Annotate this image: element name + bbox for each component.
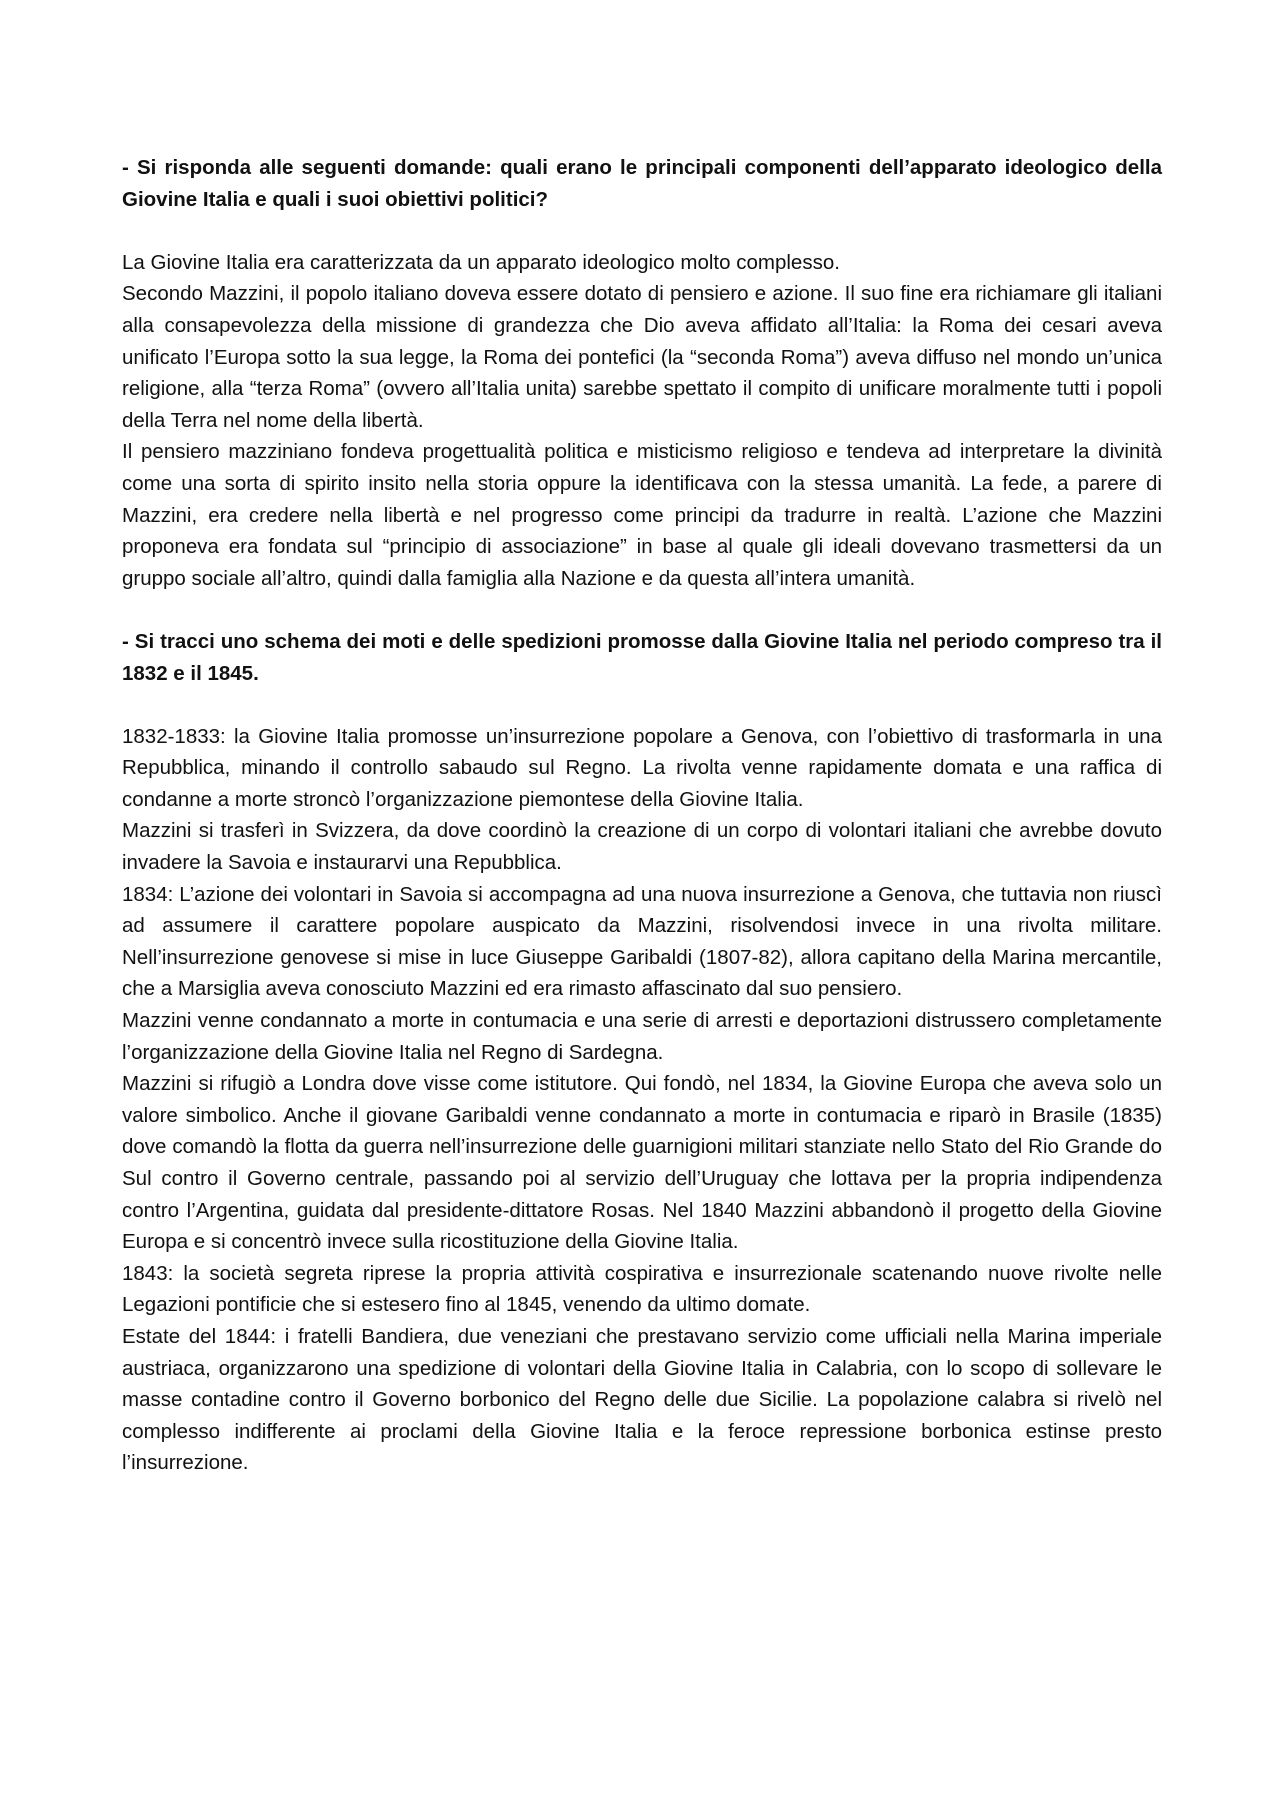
answer-2-paragraph: Estate del 1844: i fratelli Bandiera, due veneziani che prestavano servizio come ufficiali nella Marina imperiale austriaca, organizzarono una spedizione di volontari della Giovine Italia in Calabria, con lo scopo di sollevare le masse contadine contro il Governo borbonico del Regno delle due Sicilie. La popolazione calabra si rivelò nel complesso indifferente ai proclami della Giovine Italia e la feroce repressione borbonica estinse presto l’insurrezione. <box>122 1324 1162 1475</box>
question-2: - Si tracci uno schema dei moti e delle spedizioni promosse dalla Giovine Italia nel periodo compreso tra il 1832 e il 1845. <box>122 629 1162 685</box>
answer-1-paragraph: La Giovine Italia era caratterizzata da un apparato ideologico molto complesso. <box>122 250 840 274</box>
answer-2-paragraph: Mazzini si trasferì in Svizzera, da dove coordinò la creazione di un corpo di volontari italiani che avrebbe dovuto invadere la Savoia e instaurarvi una Repubblica. <box>122 819 1162 875</box>
answer-2-paragraph: 1834: L’azione dei volontari in Savoia si accompagna ad una nuova insurrezione a Genova, che tuttavia non riuscì ad assumere il carattere popolare auspicato da Mazzini, risolvendosi invece in una rivolta militare. Nell’insurrezione genovese si mise in luce Giuseppe Garibaldi (1807-82), allora capitano della Marina mercantile, che a Marsiglia aveva conosciuto Mazzini ed era rimasto affascinato dal suo pensiero. <box>122 882 1162 1001</box>
answer-2-paragraph: 1832-1833: la Giovine Italia promosse un’insurrezione popolare a Genova, con l’obiettivo di trasformarla in una Repubblica, minando il controllo sabaudo sul Regno. La rivolta venne rapidamente domata e una raffica di condanne a morte stroncò l’organizzazione piemontese della Giovine Italia. <box>122 724 1162 811</box>
answer-2-paragraph: Mazzini si rifugiò a Londra dove visse come istitutore. Qui fondò, nel 1834, la Giovine Europa che aveva solo un valore simbolico. Anche il giovane Garibaldi venne condannato a morte in contumacia e riparò in Brasile (1835) dove comandò la flotta da guerra nell’insurrezione delle guarnigioni militari stanziate nello Stato del Rio Grande do Sul contro il Governo centrale, passando poi al servizio dell’Uruguay che lottava per la propria indipendenza contro l’Argentina, guidata dal presidente-dittatore Rosas. Nel 1840 Mazzini abbandonò il progetto della Giovine Europa e si concentrò invece sulla ricostituzione della Giovine Italia. <box>122 1072 1162 1254</box>
question-1: - Si risponda alle seguenti domande: quali erano le principali componenti dell’apparato ideologico della Giovine Italia e quali i suoi obiettivi politici? <box>122 156 1162 211</box>
answer-1-paragraph: Secondo Mazzini, il popolo italiano doveva essere dotato di pensiero e azione. Il suo fine era richiamare gli italiani alla consapevolezza della missione di grandezza che Dio aveva affidato all’Italia: la Roma dei cesari aveva unificato l’Europa sotto la sua legge, la Roma dei pontefici (la “seconda Roma”) aveva diffuso nel mondo un’unica religione, alla “terza Roma” (ovvero all’Italia unita) sarebbe spettato il compito di unificare moralmente tutti i popoli della Terra nel nome della libertà. <box>122 282 1162 432</box>
answer-1-paragraph: Il pensiero mazziniano fondeva progettualità politica e misticismo religioso e tendeva ad interpretare la divinità come una sorta di spirito insito nella storia oppure la identificava con la stessa umanità. La fede, a parere di Mazzini, era credere nella libertà e nel progresso come principi da tradurre in realtà. L’azione che Mazzini proponeva era fondata sul “principio di associazione” in base al quale gli ideali dovevano trasmettersi da un gruppo sociale all’altro, quindi dalla famiglia alla Nazione e da questa all’intera umanità. <box>122 440 1162 590</box>
paragraph-gap <box>122 689 1162 721</box>
paragraph-gap <box>122 215 1162 247</box>
answer-2-paragraph: 1843: la società segreta riprese la propria attività cospirativa e insurrezionale scatenando nuove rivolte nelle Legazioni pontificie che si estesero fino al 1845, venendo da ultimo domate. <box>122 1261 1162 1317</box>
document-page <box>122 152 1162 1479</box>
paragraph-gap <box>122 594 1162 626</box>
answer-2-paragraph: Mazzini venne condannato a morte in contumacia e una serie di arresti e deportazioni distrussero completamente l’organizzazione della Giovine Italia nel Regno di Sardegna. <box>122 1009 1162 1064</box>
